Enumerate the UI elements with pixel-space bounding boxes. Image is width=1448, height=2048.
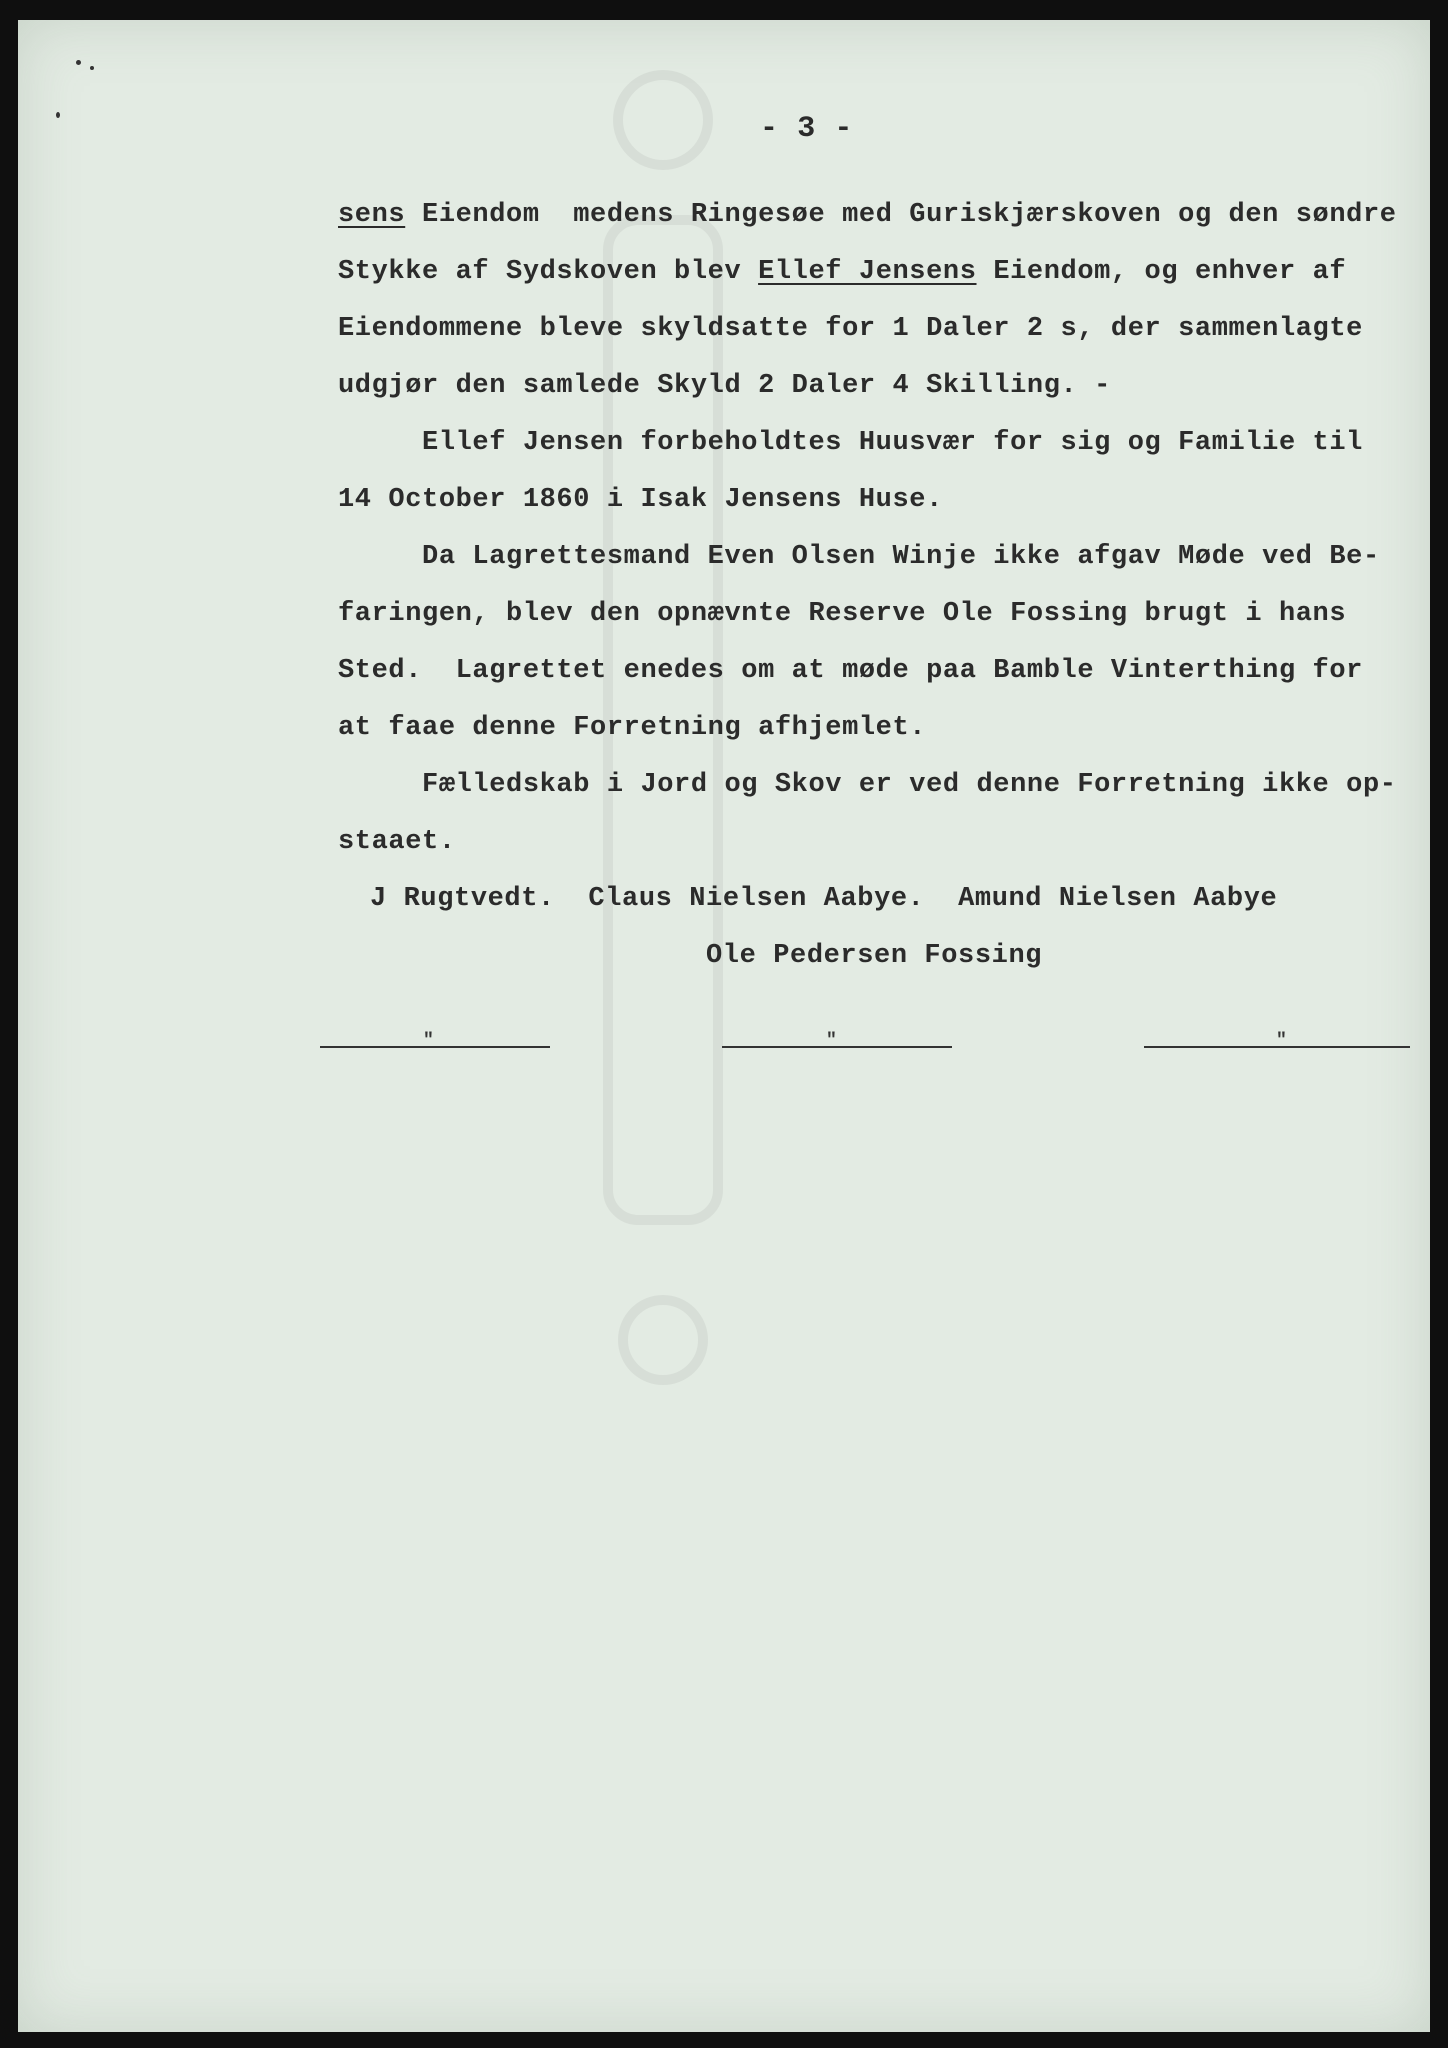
signature-line: Ole Pedersen Fossing [706, 941, 1043, 971]
text-line: Da Lagrettesmand Even Olsen Winje ikke afgav Møde ved Be- [338, 542, 1380, 572]
scan-speck [76, 60, 81, 65]
scan-speck [90, 66, 94, 70]
ditto-mark: " [423, 1031, 434, 1051]
text-span: Eiendom medens Ringesøe med Guriskjærskoven og den søndre [405, 200, 1397, 230]
text-span: Eiendom, og enhver af [976, 257, 1347, 287]
page-number: - 3 - [760, 112, 854, 146]
text-line: Fælledskab i Jord og Skov er ved denne Forretning ikke op- [338, 770, 1397, 800]
text-line: at faae denne Forretning afhjemlet. [338, 713, 927, 743]
text-line: staaet. [338, 827, 456, 857]
underlined-name: sens [338, 200, 406, 230]
ditto-mark: " [826, 1031, 837, 1051]
text-line [338, 257, 1346, 287]
text-line: Eiendommene bleve skyldsatte for 1 Daler 2 s, der sammenlagte [338, 314, 1363, 344]
signature-line: J Rugtvedt. Claus Nielsen Aabye. Amund Nielsen Aabye [370, 884, 1278, 914]
separator-line [722, 1046, 952, 1048]
text-span: Stykke af Sydskoven blev [338, 257, 759, 287]
text-line: Ellef Jensen forbeholdtes Huusvær for sig og Familie til [338, 428, 1363, 458]
text-line [338, 200, 1397, 230]
document-page [18, 20, 1430, 2032]
scan-speck [56, 112, 60, 118]
text-line: Sted. Lagrettet enedes om at møde paa Bamble Vinterthing for [338, 656, 1363, 686]
separator-line [320, 1046, 550, 1048]
text-line: faringen, blev den opnævnte Reserve Ole Fossing brugt i hans [338, 599, 1347, 629]
text-line: udgjør den samlede Skyld 2 Daler 4 Skilling. - [338, 371, 1111, 401]
text-line: 14 October 1860 i Isak Jensens Huse. [338, 485, 943, 515]
underlined-name: Ellef Jensens [758, 257, 977, 287]
ditto-mark: " [1276, 1031, 1287, 1051]
